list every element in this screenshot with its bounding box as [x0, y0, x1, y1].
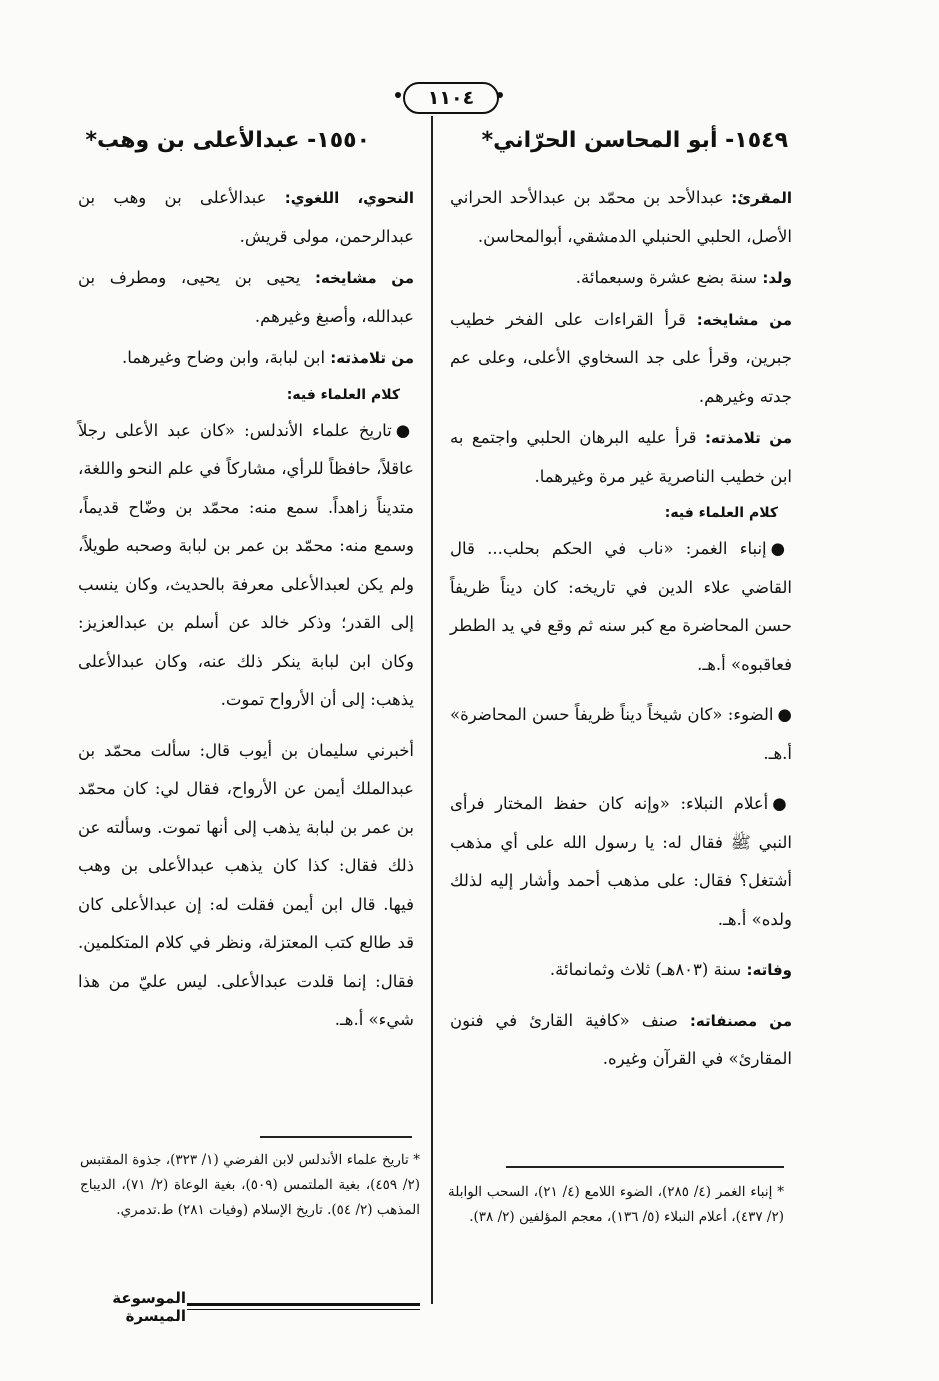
field-label: من مصنفاته: [689, 1011, 792, 1030]
footnote-rule-left [260, 1136, 412, 1138]
bottom-rule [187, 1303, 420, 1306]
field-label: وفاته: [746, 961, 792, 979]
field-label: ولد: [762, 269, 792, 287]
footnote-right: * إنباء الغمر (٤/ ٢٨٥)، الضوء اللامع (٤/ ٢١)، السحب الوابلة (٢/ ٤٣٧)، أعلام النبلاء (٥/ ١٣٦)، معجم المؤلفين (٢/ ٣٨). [448, 1184, 784, 1225]
entry-title: ١٥٤٩- أبو المحاسن الحرّاني* [481, 128, 788, 153]
bio-paragraph [78, 259, 414, 336]
bio-paragraph [78, 339, 414, 378]
bullet-icon: ● [770, 539, 792, 558]
bullet-icon: ● [772, 794, 792, 813]
works-paragraph [450, 1002, 792, 1079]
story-text: أخبرني سليمان بن أيوب قال: سألت محمّد بن عبدالملك أيمن عن الأرواح، فقال لي: كان محمّد بن عمر بن لبابة يذهب إلى أنها تموت. وسألته عن ذلك فقال: كذا كان يذهب عبدالأعلى بن وهب فيها. قال ابن أيمن فقلت له: إن عبدالأعلى كان قد طالع كتب المعتزلة، ونظر في كلام المتكلمين. فقال: إنما قلدت عبدالأعلى. ليس عليّ من هذا شيء» أ.هـ. [78, 740, 414, 1029]
field-label: من مشايخه: [696, 310, 793, 329]
section-heading: كلام العلماء فيه: [286, 386, 400, 403]
page-number-badge [395, 76, 503, 116]
quote-paragraph [450, 696, 792, 773]
bio-paragraph [78, 179, 414, 256]
field-label: المقرئ: [731, 189, 792, 207]
quote-paragraph [450, 530, 792, 684]
bio-paragraph [450, 419, 792, 496]
field-label: من تلامذته: [705, 429, 792, 447]
bullet-icon: ● [395, 420, 414, 440]
field-label: من تلامذته: [330, 349, 414, 367]
bio-paragraph [450, 301, 792, 417]
death-paragraph [450, 951, 792, 990]
quote-paragraph [78, 412, 414, 720]
ornament-dot-left [395, 92, 401, 98]
field-text: ابن لبابة، وابن وضاح وغيرهما. [121, 348, 331, 367]
field-text: قرأ القراءات على الفخر خطيب جبرين، وقرأ على جد السخاوي الأعلى، وعلى عم جدته وغيرهم. [450, 309, 792, 406]
footnote-rule-right [506, 1166, 784, 1168]
quote-text: أعلام النبلاء: «وإنه كان حفظ المختار فرأى النبي ﷺ فقال له: يا رسول الله على أي مذهب أشتغل؟ فقال: على مذهب أحمد وأشار إليه لذلك ولده» أ.هـ. [450, 794, 792, 929]
page-number: ١١٠٤ [403, 82, 499, 114]
series-title: الموسوعة الميسرة [112, 1289, 186, 1325]
column-divider [431, 116, 433, 1304]
story-paragraph [78, 732, 414, 1040]
field-label: النحوي، اللغوي: [284, 189, 414, 207]
bio-paragraph [450, 179, 792, 256]
quote-text: الضوء: «كان شيخاً ديناً ظريفاً حسن المحاضرة» أ.هـ. [450, 705, 792, 763]
field-text: يحيى بن يحيى، ومطرف بن عبدالله، وأصبغ وغيرهم. [78, 268, 414, 326]
section-heading: كلام العلماء فيه: [664, 505, 778, 521]
bio-paragraph [450, 259, 792, 298]
entry-abu-al-mahasin [450, 128, 792, 1079]
ornament-dot-right [497, 92, 503, 98]
field-text: عبدالأحد بن محمّد بن عبدالأحد الحراني الأصل، الحلبي الحنبلي الدمشقي، أبوالمحاسن. [450, 188, 792, 246]
field-text: عبدالأعلى بن وهب بن عبدالرحمن، مولى قريش. [78, 188, 414, 246]
quote-text: تاريخ علماء الأندلس: «كان عبد الأعلى رجلاً عاقلاً، حافظاً للرأي، مشاركاً في علم النحو واللغة، متديناً زاهداً. سمع منه: محمّد بن وضّاح قديماً، وسمع منه: محمّد بن عمر بن لبابة وصحبه طويلاً، ولم يكن لعبدالأعلى معرفة بالحديث، وكان ينسب إلى القدر؛ وذكر خالد عن أسلم بن عبدالعزيز: وكان ابن لبابة ينكر ذلك عنه، وكان عبدالأعلى يذهب: إلى أن الأرواح تموت. [78, 420, 414, 709]
quote-text: إنباء الغمر: «ناب في الحكم بحلب... قال القاضي علاء الدين في تاريخه: كان ديناً ظريفاً حسن المحاضرة مع كبر سنه ثم وقع في يد الططر فعاقبوه» أ.هـ. [450, 539, 792, 674]
field-label: من مشايخه: [314, 269, 414, 287]
entry-abd-al-ala [78, 128, 414, 1040]
bottom-rule-thin [187, 1309, 420, 1310]
footnote-left: * تاريخ علماء الأندلس لابن الفرضي (١/ ٣٢٣)، جذوة المقتبس (٢/ ٤٥٩)، بغية الملتمس (٥٠٩)، بغية الوعاة (٢/ ٧١)، الديباج المذهب (٢/ ٥٤). تاريخ الإسلام (وفيات ٢٨١) ط.تدمري. [80, 1152, 421, 1218]
field-text: سنة (٨٠٣هـ) ثلاث وثمانمائة. [549, 960, 747, 979]
entry-title: ١٥٥٠- عبدالأعلى بن وهب* [85, 128, 370, 153]
quote-paragraph [450, 785, 792, 939]
field-text: صنف «كافية القارئ في فنون المقارئ» في القرآن وغيره. [450, 1010, 792, 1068]
bullet-icon: ● [777, 705, 792, 724]
field-text: سنة بضع عشرة وسبعمائة. [575, 268, 763, 287]
field-text: قرأ عليه البرهان الحلبي واجتمع به ابن خطيب الناصرية غير مرة وغيرهما. [450, 428, 792, 486]
